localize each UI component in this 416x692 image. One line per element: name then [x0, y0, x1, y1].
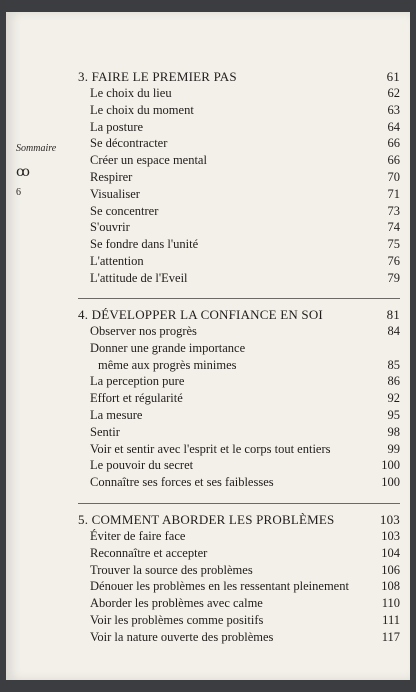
toc-entry-label: Respirer: [90, 169, 133, 184]
toc-entry-page: 73: [387, 203, 400, 218]
toc-entry-page: 117: [381, 629, 400, 644]
section-title: [78, 306, 400, 323]
toc-entry: [78, 203, 400, 220]
toc-entry-label: Voir les problèmes comme positifs: [90, 612, 264, 627]
toc-entry: [78, 135, 400, 152]
section-title: [78, 511, 400, 528]
toc-entry: [78, 424, 400, 441]
toc-entry: [78, 474, 400, 491]
toc-entry: [78, 186, 400, 203]
toc-entry-label: L'attention: [90, 253, 144, 268]
toc-entry-page: 62: [387, 86, 400, 100]
toc-entry-page: 76: [387, 253, 400, 268]
toc-entry-label: Le pouvoir du secret: [90, 458, 194, 473]
toc-entry: [78, 119, 400, 136]
toc-entry-label: Connaître ses forces et ses faiblesses: [90, 475, 274, 490]
toc-entry-label: Créer un espace mental: [90, 153, 207, 168]
toc-entry-page: 103: [381, 529, 400, 543]
toc-entry-label: Le choix du moment: [90, 102, 194, 117]
toc-entry-label: Trouver la source des problèmes: [90, 562, 253, 577]
toc-entry-page: 63: [387, 102, 400, 117]
toc-entry-page: 74: [387, 220, 400, 235]
toc-entry: [78, 323, 400, 340]
toc-entry-page: 64: [387, 119, 400, 134]
toc-entry: [78, 629, 400, 646]
section-5: [78, 511, 400, 646]
toc-entry-page: 84: [387, 324, 400, 338]
toc-entry-label: Voir et sentir avec l'esprit et le corps tout entiers: [90, 441, 331, 456]
toc-entry-page: 66: [387, 153, 400, 168]
toc-entry: [78, 457, 400, 474]
toc-entry-label: Éviter de faire face: [90, 529, 186, 543]
toc-entry-page: 75: [387, 237, 400, 252]
toc-entry-label: S'ouvrir: [90, 220, 130, 235]
toc-entry-page: 110: [381, 596, 400, 611]
toc-entry: [78, 253, 400, 270]
toc-entry-page: 66: [387, 136, 400, 151]
toc-entry: [78, 407, 400, 424]
toc-entry-page: 71: [387, 186, 400, 201]
toc-entry-page: 95: [387, 407, 400, 422]
toc-entry-page: 108: [381, 579, 400, 594]
toc-entry-page: 79: [387, 270, 400, 285]
toc-entry: [78, 152, 400, 169]
toc-entry: [78, 578, 400, 595]
toc-entry: [78, 357, 400, 374]
toc-entry-page: 86: [387, 374, 400, 389]
toc-entry: [78, 270, 400, 287]
toc-entry-label: Dénouer les problèmes en les ressentant pleinement: [90, 579, 349, 594]
toc-entry: [78, 102, 400, 119]
section-4: [78, 306, 400, 491]
toc-entry-label: L'attitude de l'Eveil: [90, 270, 188, 285]
toc-entry: [78, 545, 400, 562]
section-page: 81: [386, 307, 400, 322]
toc-entry-label: Se décontracter: [90, 136, 168, 151]
page-number: 6: [16, 187, 21, 198]
toc-entry-label: Se fondre dans l'unité: [90, 237, 199, 252]
toc-entry: [78, 441, 400, 458]
sidebar: [16, 143, 66, 198]
sidebar-label: Sommaire: [16, 143, 57, 154]
toc-entry-page: 106: [381, 562, 400, 577]
toc-entry-page: 111: [382, 612, 400, 627]
section-3: [78, 68, 400, 287]
section-page: 61: [386, 69, 400, 84]
section-divider: [78, 298, 400, 299]
toc-entry-page: 85: [387, 357, 400, 372]
toc-entry: [78, 169, 400, 186]
toc-entry-label: Visualiser: [90, 186, 140, 201]
section-title: [78, 68, 400, 85]
section-title-text: 4. DÉVELOPPER LA CONFIANCE EN SOI: [78, 307, 323, 322]
toc-entry: [78, 562, 400, 579]
toc-entry-page: 100: [381, 475, 400, 490]
toc-entry-label: Effort et régularité: [90, 391, 183, 406]
toc-entry: [78, 236, 400, 253]
section-title-text: 5. COMMENT ABORDER LES PROBLÈMES: [78, 512, 335, 527]
toc-entry: [78, 373, 400, 390]
toc-entry: [78, 612, 400, 629]
toc-entry-label: même aux progrès minimes: [98, 357, 237, 372]
toc-entry-page: 100: [381, 458, 400, 473]
toc-entry-label: Voir la nature ouverte des problèmes: [90, 629, 274, 644]
toc-entry: [78, 528, 400, 545]
toc-entry: [78, 595, 400, 612]
toc-entry: [78, 219, 400, 236]
toc-entry-label: Se concentrer: [90, 203, 159, 218]
section-divider: [78, 503, 400, 504]
toc-entry-label: Sentir: [90, 424, 120, 439]
toc-entry-page: 92: [387, 391, 400, 406]
toc-entry-label: Donner une grande importance: [90, 340, 246, 355]
toc-entry-label: Reconnaître et accepter: [90, 545, 208, 560]
toc-entry-label: La posture: [90, 119, 144, 134]
toc-entry-page: 98: [387, 424, 400, 439]
toc-entry-label: La perception pure: [90, 374, 185, 389]
toc-entry-label: La mesure: [90, 407, 143, 422]
toc-entry-page: 70: [387, 169, 400, 184]
toc-entry: [78, 340, 400, 357]
toc-entry-label: Observer nos progrès: [90, 324, 197, 338]
toc-entry-label: Le choix du lieu: [90, 86, 172, 100]
toc-entry-page: 99: [387, 441, 400, 456]
ornament-icon: ꝏ: [16, 165, 30, 180]
toc-entry-page: [370, 340, 400, 357]
toc-entry-label: Aborder les problèmes avec calme: [90, 596, 263, 611]
toc-entry-page: 104: [381, 545, 400, 560]
section-page: 103: [379, 512, 400, 527]
toc-entry: [78, 390, 400, 407]
section-title-text: 3. FAIRE LE PREMIER PAS: [78, 69, 237, 84]
toc-entry: [78, 85, 400, 102]
